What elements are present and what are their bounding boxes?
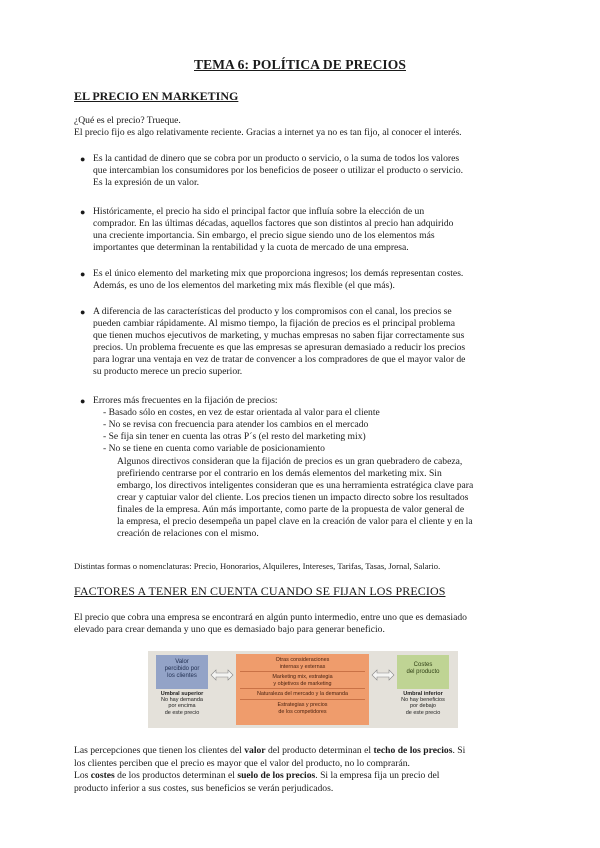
error-item-4: - No se tiene en cuenta como variable de posicionamiento	[103, 443, 325, 454]
closing-text: . Si	[452, 745, 466, 756]
errors-paragraph-line-3: embargo, los directivos inteligentes consideran que es una herramienta estratégica clave para	[117, 480, 474, 491]
bullet-1-line-3: Es la expresión de un valor.	[93, 177, 200, 188]
customer-value-box	[156, 655, 208, 689]
bullet-4-line-5: para lograr una ventaja en vez de tratar de convencer a los compradores de que el mayor valor de	[93, 354, 466, 365]
closing-text: . Si la empresa fija un precio del	[315, 770, 440, 781]
closing-line-3	[74, 770, 544, 782]
errors-paragraph-line-1: Algunos directivos consideran que la fijación de precios es un gran quebradero de cabeza,	[117, 456, 463, 467]
bullet-1-line-2: que intercambian los consumidores por los beneficios de poseer o utilizar el producto o servicio.	[93, 165, 464, 176]
product-costs-box	[397, 655, 449, 689]
product-costs-line-1: Costes	[413, 662, 433, 668]
bullet-4-line-4: precios. Un problema frecuente es que las empresas se apresuran demasiado a reducir los precios	[93, 342, 466, 353]
internal-external-factors-box	[236, 654, 369, 725]
double-arrow-icon	[210, 669, 234, 681]
bullet-icon: ●	[80, 269, 86, 279]
closing-text: de los productos determinan el	[114, 770, 238, 781]
bullet-2-line-2: comprador. En las últimas décadas, aquellos factores que son distintos al precio han adquirido	[93, 218, 454, 229]
bullet-3-line-1: Es el único elemento del marketing mix que proporciona ingresos; los demás representan costes.	[93, 268, 464, 279]
center-line-3: Marketing mix, estrategia	[272, 674, 333, 680]
closing-line-2: los clientes perciben que el precio es mayor que el valor del producto, no lo comprarán.	[74, 757, 410, 769]
center-line-6: Estrategias y precios	[277, 702, 328, 708]
lower-threshold-line-3: de este precio	[405, 709, 441, 716]
center-line-1: Otras consideraciones	[275, 657, 330, 663]
bullet-3-line-2: Además, es uno de los elementos del marketing mix más flexible (el que más).	[93, 280, 395, 291]
customer-value-line-1: Valor	[175, 659, 189, 665]
lower-threshold-line-2: por debajo	[410, 703, 436, 710]
errors-lead: Errores más frecuentes en la fijación de precios:	[93, 395, 278, 406]
lower-threshold-caption	[393, 691, 453, 716]
bullet-2-line-1: Históricamente, el precio ha sido el principal factor que influía sobre la elección de un	[93, 206, 425, 217]
product-costs-line-2: del producto	[406, 669, 440, 675]
bullet-icon: ●	[80, 154, 86, 164]
center-divider	[240, 688, 365, 689]
errors-paragraph-line-5: finales de la empresa. Aún más importante, como parte de la propuesta de valor general de	[117, 504, 465, 515]
closing-text: Las percepciones que tienen los clientes del	[74, 745, 245, 756]
bullet-icon: ●	[80, 207, 86, 217]
closing-text: Los	[74, 770, 91, 781]
upper-threshold-line-1: No hay demanda	[161, 697, 203, 704]
bullet-4-line-6: su producto merece un precio superior.	[93, 366, 243, 377]
center-line-2: internas y externas	[279, 663, 326, 670]
nomenclature-line: Distintas formas o nomenclaturas: Precio, Honorarios, Alquileres, Intereses, Tarifas, Tasas, Jornal, Salario.	[74, 561, 441, 571]
closing-bold-value: valor	[244, 745, 266, 756]
errors-paragraph-line-2: prefiriendo centrarse por el contrario en los demás elementos del marketing mix. Sin	[117, 468, 442, 479]
error-item-1: - Basado sólo en costes, en vez de estar orientada al valor para el cliente	[103, 407, 380, 418]
closing-line-4: producto inferior a sus costes, sus beneficios se verán perjudicados.	[74, 782, 334, 794]
errors-paragraph-line-7: creación de relaciones con el mismo.	[117, 528, 259, 539]
error-item-2: - No se revisa con frecuencia para atender los cambios en el mercado	[103, 419, 369, 430]
center-line-4: y objetivos de marketing	[273, 680, 332, 687]
bullet-icon: ●	[80, 396, 86, 406]
pricing-factors-diagram	[148, 651, 458, 728]
bullet-4-line-1: A diferencia de las características del producto y los compromisos con el canal, los precios se	[93, 306, 452, 317]
upper-threshold-caption	[152, 691, 212, 716]
center-line-5: Naturaleza del mercado y la demanda	[256, 691, 349, 697]
closing-line-1	[74, 745, 544, 757]
closing-bold-costs: costes	[90, 770, 115, 781]
bullet-2-line-4: importantes que determinan la rentabilidad y la cuota de mercado de una empresa.	[93, 242, 409, 253]
errors-paragraph-line-4: crear y captuiar valor del cliente. Los precios tienen un impacto directo sobre los resultados	[117, 492, 469, 503]
upper-threshold-title: Umbral superior	[160, 691, 204, 697]
bullet-1-line-1: Es la cantidad de dinero que se cobra por un producto o servicio, o la suma de todos los valores	[93, 153, 460, 164]
factors-intro-line-2: elevado para crear demanda y uno que es demasiado bajo para generar beneficio.	[74, 624, 385, 635]
lower-threshold-title: Umbral inferior	[403, 691, 443, 697]
errors-paragraph-line-6: la empresa, el precio desempeña un papel clave en la creación de valor para el cliente y en la	[117, 516, 473, 527]
section-heading-price-in-marketing: EL PRECIO EN MARKETING	[74, 89, 239, 103]
customer-value-line-2: percibido por	[164, 666, 200, 672]
section-heading-factors: FACTORES A TENER EN CUENTA CUANDO SE FIJAN LOS PRECIOS	[74, 584, 446, 598]
bullet-2-line-3: una creciente importancia. Sin embargo, el precio sigue siendo uno de los elementos más	[93, 230, 435, 241]
closing-text: del producto determinan el	[265, 745, 374, 756]
intro-line-1: ¿Qué es el precio? Trueque.	[74, 115, 181, 126]
bullet-4-line-2: pueden cambiar rápidamente. Al mismo tiempo, la fijación de precios es el principal problema	[93, 318, 456, 329]
upper-threshold-line-2: por encima	[168, 703, 196, 710]
center-line-7: de los competidores	[278, 708, 327, 715]
customer-value-line-3: los clientes	[167, 673, 197, 679]
bullet-icon: ●	[80, 307, 86, 317]
closing-bold-floor: suelo de los precios	[237, 770, 316, 781]
intro-line-2: El precio fijo es algo relativamente reciente. Gracias a internet ya no es tan fijo, al conocer el interés.	[74, 127, 462, 138]
center-divider	[240, 699, 365, 700]
center-divider	[240, 671, 365, 672]
lower-threshold-line-1: No hay beneficios	[401, 697, 445, 704]
document-title: TEMA 6: POLÍTICA DE PRECIOS	[194, 57, 406, 72]
double-arrow-icon	[371, 669, 395, 681]
error-item-3: - Se fija sin tener en cuenta las otras P´s (el resto del marketing mix)	[103, 431, 366, 442]
closing-bold-ceiling: techo de los precios	[373, 745, 453, 756]
factors-intro-line-1: El precio que cobra una empresa se encontrará en algún punto intermedio, entre uno que es demasiado	[74, 612, 467, 623]
upper-threshold-line-3: de este precio	[164, 709, 200, 716]
bullet-4-line-3: que tienen muchos ejecutivos de marketing, y muchas empresas no saben fijar correctamente sus	[93, 330, 465, 341]
